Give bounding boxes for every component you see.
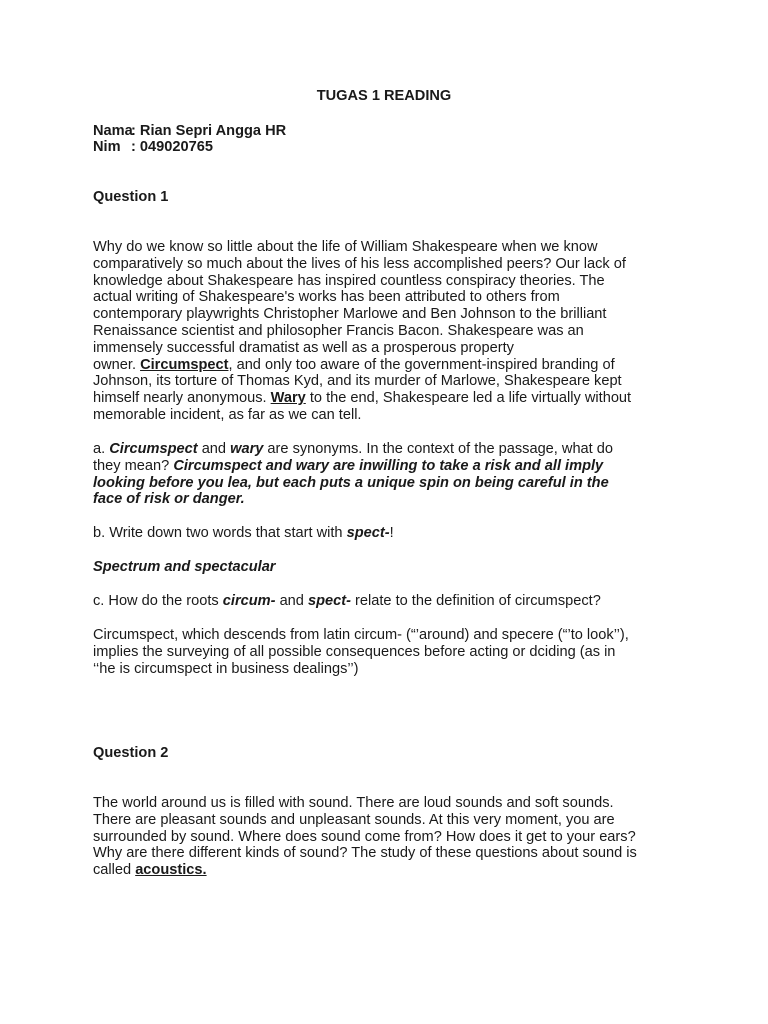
passage-line: Why are there different kinds of sound? The study of these questions about sound is (93, 845, 637, 862)
keyword-acoustics: acoustics. (135, 862, 207, 879)
answer-a: Circumspect and wary are inwilling to take a risk and all imply (173, 457, 604, 474)
question-a (93, 441, 683, 508)
question-b (93, 525, 394, 542)
passage-line (93, 862, 683, 879)
answer-c-line: Circumspect, which descends from latin circum- (“’around) and specere (“’to look’’), (93, 627, 629, 643)
passage-line: comparatively so much about the lives of his less accomplished peers? Our lack of (93, 255, 626, 272)
question-a-prefix: a. (93, 441, 110, 457)
passage-line: surrounded by sound. Where does sound come from? How does it get to your ears? (93, 828, 636, 845)
question-a-text: are synonyms. In the context of the passage, what do (263, 441, 614, 457)
conjunction: and (275, 593, 308, 609)
passage-line: actual writing of Shakespeare's works has been attributed to others from (93, 289, 560, 306)
name-row (93, 123, 286, 140)
passage-line: knowledge about Shakespeare has inspired countless conspiracy theories. The (93, 272, 605, 289)
root-spect: spect- (307, 593, 351, 609)
nim-row (93, 139, 213, 156)
question-c-suffix: relate to the definition of circumspect? (350, 593, 601, 609)
passage-line (93, 357, 683, 374)
keyword-circumspect: Circumspect (140, 356, 229, 373)
passage-line: immensely successful dramatist as well as a prosperous property (93, 339, 514, 356)
name-separator: : (131, 123, 140, 139)
answer-a-line: looking before you lea, but each puts a unique spin on being careful in the (93, 474, 609, 491)
answer-b: Spectrum and spectacular (93, 559, 276, 575)
answer-c (93, 627, 683, 677)
question1-heading: Question 1 (93, 189, 169, 205)
answer-c-line: ‘‘he is circumspect in business dealings’’) (93, 660, 359, 677)
keyword-wary: Wary (270, 390, 306, 407)
name-value: Rian Sepri Angga HR (139, 123, 287, 139)
passage-line: Johnson, its torture of Thomas Kyd, and its murder of Marlowe, Shakespeare kept (93, 373, 622, 390)
passage-line (93, 390, 683, 407)
question-a-line (93, 458, 683, 475)
passage-text: called (93, 862, 136, 879)
nim-value: 049020765 (139, 139, 213, 155)
question-c (93, 593, 601, 610)
passage-text: to the end, Shakespeare led a life virtually without (305, 390, 632, 407)
question-b-text: b. Write down two words that start with (93, 525, 347, 541)
nim-label: Nim (93, 139, 121, 155)
question-a-text: they mean? (93, 457, 174, 474)
passage-line: memorable incident, as far as we can tell. (93, 406, 362, 423)
passage-line: contemporary playwrights Christopher Marlowe and Ben Johnson to the brilliant (93, 306, 607, 323)
passage-line: There are pleasant sounds and unpleasant sounds. At this very moment, you are (93, 811, 615, 828)
passage-line: Renaissance scientist and philosopher Francis Bacon. Shakespeare was an (93, 322, 584, 339)
answer-a-line: face of risk or danger. (93, 491, 245, 508)
document-title: TUGAS 1 READING (316, 88, 452, 104)
question-c-text: c. How do the roots (93, 593, 223, 609)
root-spect: spect- (346, 525, 390, 541)
passage-line: Why do we know so little about the life of William Shakespeare when we know (93, 239, 598, 255)
question2-heading: Question 2 (93, 745, 169, 761)
nim-separator: : (131, 139, 140, 155)
passage-text: , and only too aware of the government-inspired branding of (228, 356, 615, 373)
conjunction: and (197, 441, 231, 457)
passage-text: himself nearly anonymous. (93, 390, 271, 407)
question-a-line (93, 441, 683, 458)
question-b-suffix: ! (389, 525, 394, 541)
question1-passage (93, 239, 683, 424)
term-circumspect: Circumspect (109, 441, 198, 457)
passage-text: owner. (93, 356, 141, 373)
name-label: Nama (93, 123, 133, 139)
answer-c-line: implies the surveying of all possible consequences before acting or dciding (as in (93, 643, 616, 660)
term-wary: wary (230, 441, 264, 457)
root-circum: circum- (222, 593, 276, 609)
question2-passage (93, 795, 683, 879)
passage-line: The world around us is filled with sound. There are loud sounds and soft sounds. (93, 795, 614, 811)
